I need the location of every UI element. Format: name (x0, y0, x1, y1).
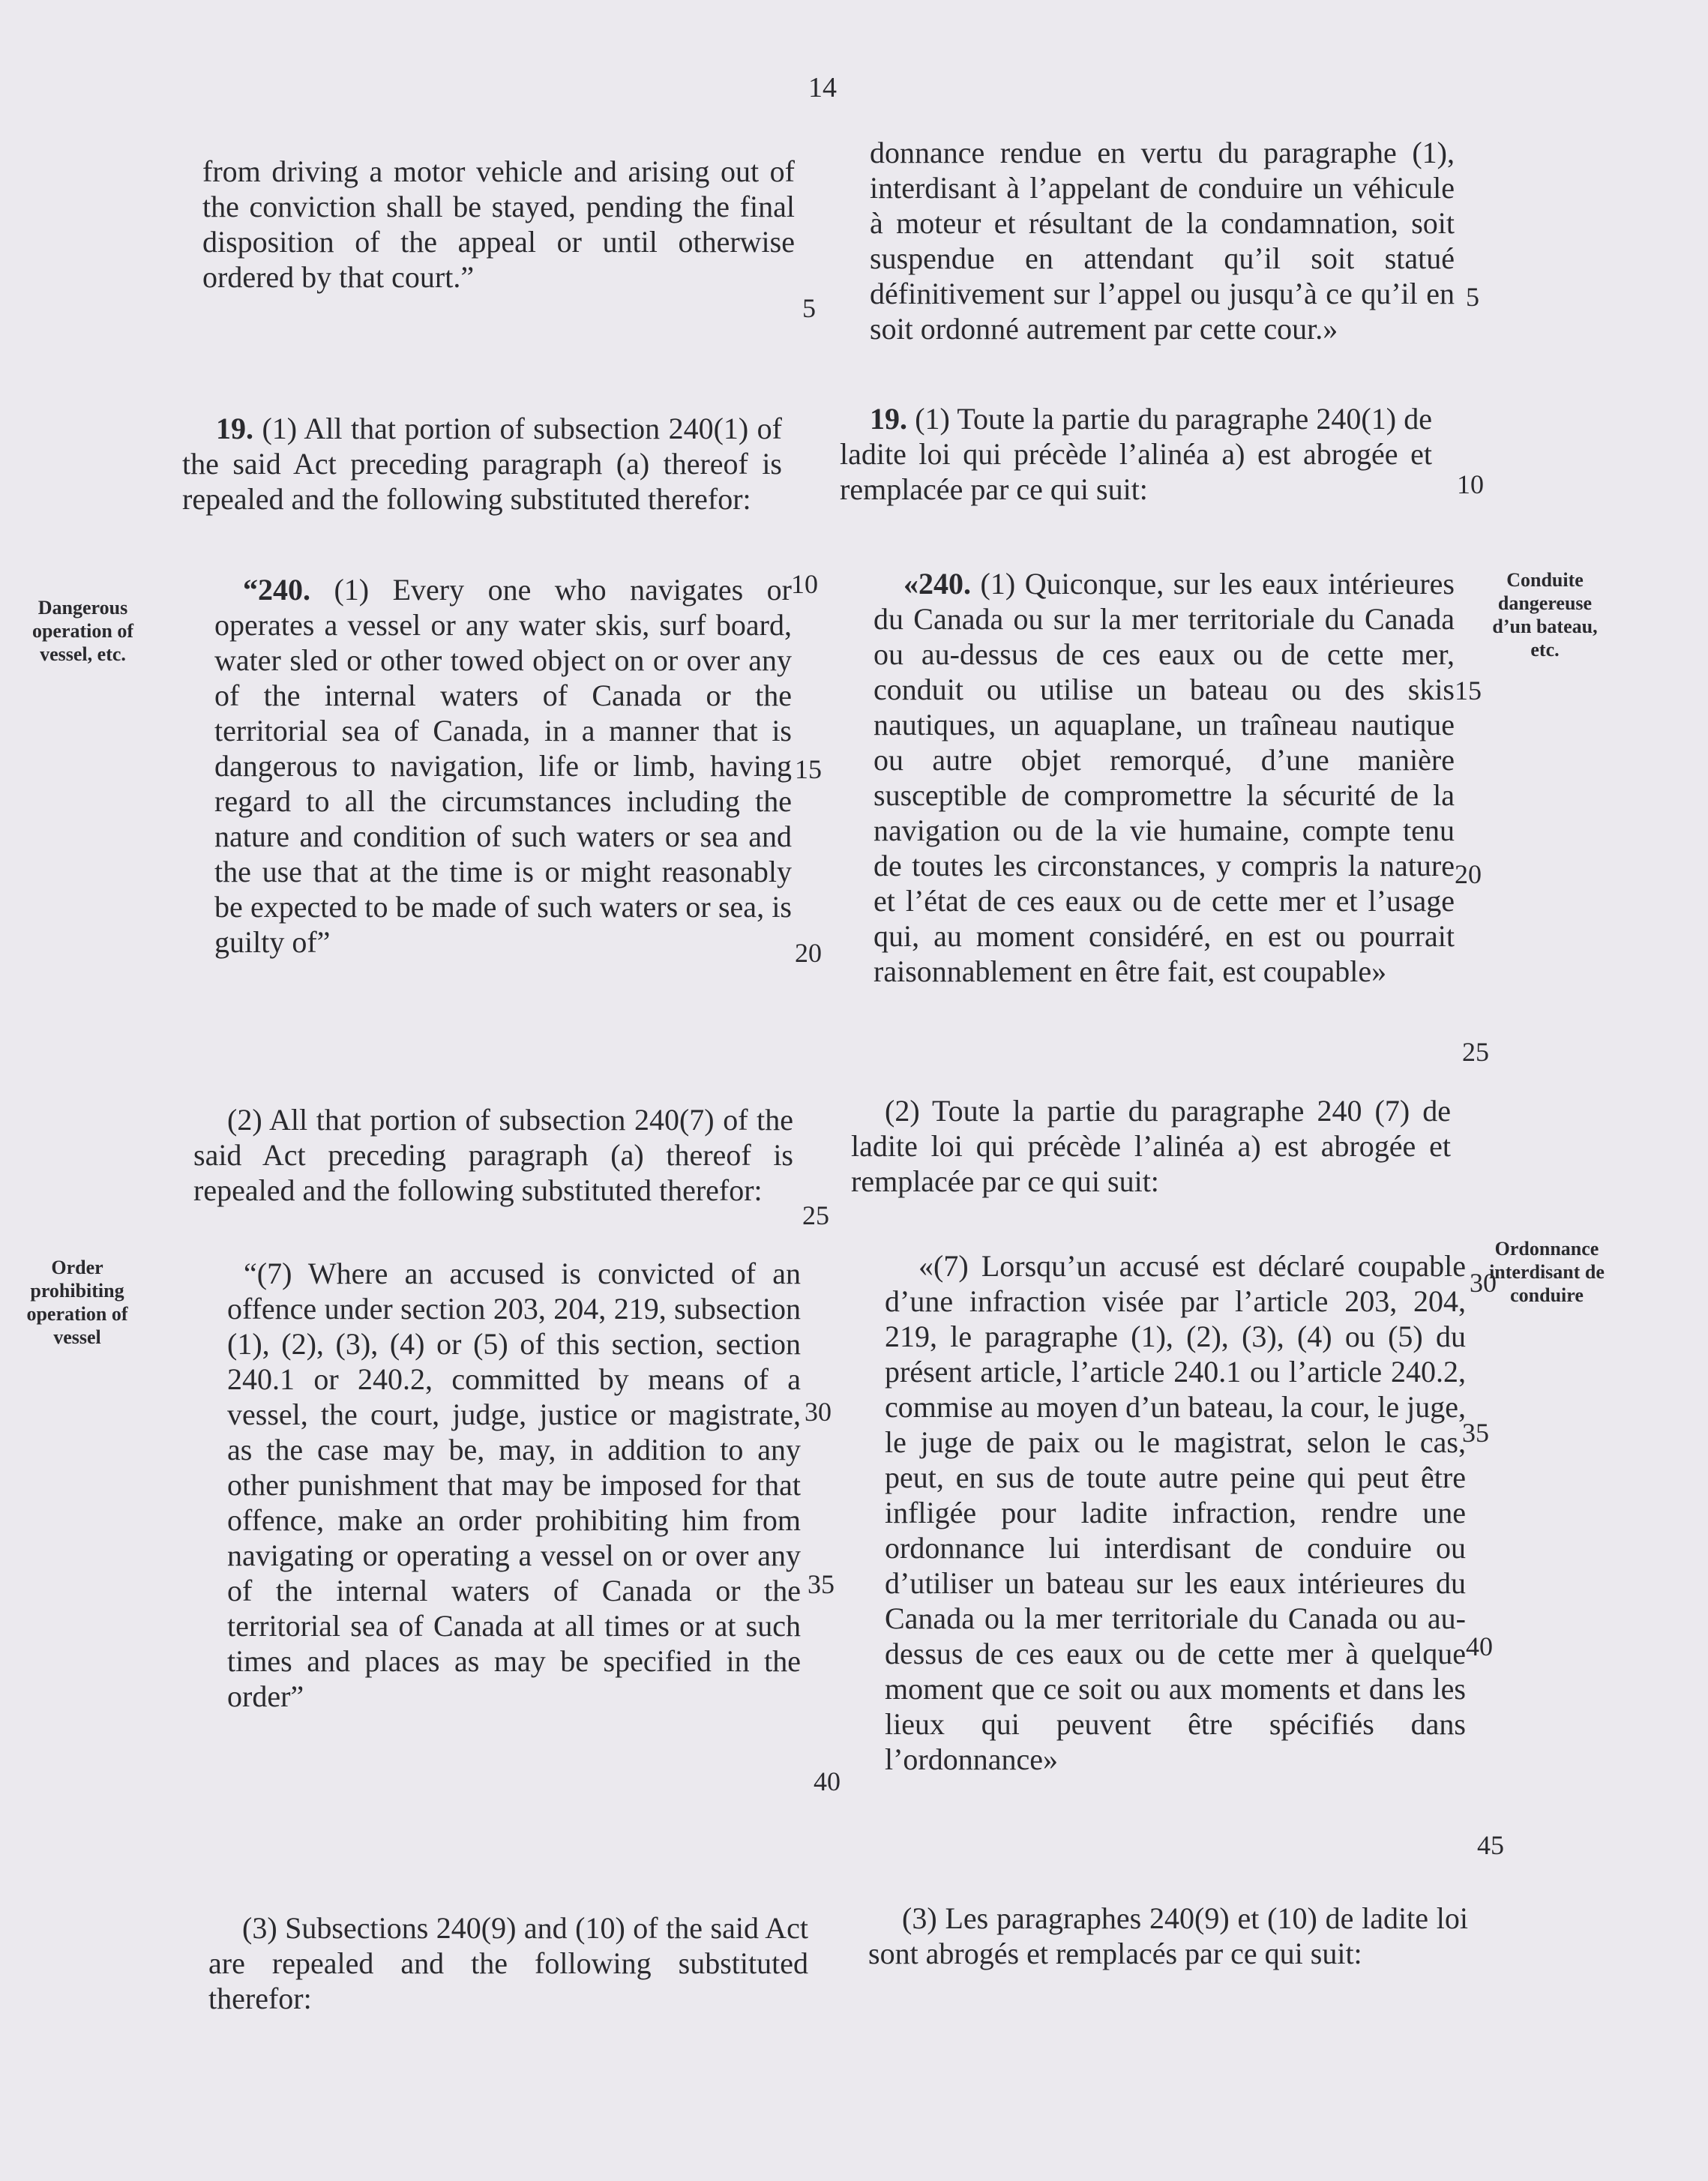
fr-240-1-text: (1) Quiconque, sur les eaux intérieures du Canada ou sur la mer territoriale du Canada ou au-dessus de ces eaux ou de cette mer, conduit ou utilise un bateau ou des skis nautiques, un aquaplane, un traîneau nautique ou autre objet remorqué, d’une manière susceptible de compromettre la sécurité de la navigation ou de la vie humaine, compte tenu de toutes les circonstances, y compris la nature et l’état de ces eaux ou de cette mer et l’usage qui, au moment considéré, en est ou pourrait raisonnablement en être fait, est coupable» (873, 567, 1455, 988)
english-column (202, 154, 795, 334)
fr-section-19-2-text: (2) Toute la partie du paragraphe 240 (7) de ladite loi qui précède l’alinéa a) est abrogée et remplacée par ce qui suit: (851, 1094, 1451, 1198)
en-line-number: 20 (795, 938, 822, 968)
en-line-number: 15 (795, 754, 822, 784)
fr-line-number: 15 (1455, 676, 1482, 706)
en-240-7-text: “(7) Where an accused is convicted of an offence under section 203, 204, 219, subsection (1), (2), (3), (4) or (5) of this section, section 240.1 or 240.2, committed by means of a vessel, the court, judge, justice or magistrate, as the case may be, may, in addition to any other punishment that may be imposed for that offence, make an order prohibiting him from navigating or operating a vessel on or over any of the internal waters of Canada or the territorial sea of Canada at all times or at such times and places as may be specified in the order” (227, 1257, 801, 1713)
margin-note-dangerous: Dangerous operation of vessel, etc. (31, 597, 134, 665)
en-240-number: “240. (243, 573, 310, 607)
fr-section-19-1-text: (1) Toute la partie du paragraphe 240(1) de ladite loi qui précède l’alinéa a) est abrogée et remplacée par ce qui suit: (840, 402, 1432, 506)
fr-section-240-7 (885, 1248, 1466, 1777)
en-section-19-1 (182, 411, 782, 517)
fr-section-19-2 (851, 1093, 1451, 1199)
fr-line-number: 20 (1455, 859, 1482, 889)
en-section-19-2-text: (2) All that portion of subsection 240(7) of the said Act preceding paragraph (a) thereof is repealed and the following substituted therefor: (193, 1103, 793, 1207)
fr-section-19-1 (840, 401, 1432, 507)
fr-continued-paragraph: donnance rendue en vertu du paragraphe (1), interdisant à l’appelant de conduire un véhicule à moteur et résultant de la condamnation, soit suspendue en attendant qu’il soit statué définitivement sur l’appel ou jusqu’à ce qu’il en soit ordonné autrement par cette cour.» (870, 136, 1455, 346)
en-section-240-1 (214, 572, 792, 960)
fr-line-number: 35 (1462, 1418, 1489, 1448)
en-line-number: 35 (808, 1569, 835, 1599)
en-section-19-3-text: (3) Subsections 240(9) and (10) of the said Act are repealed and the following substituted therefor: (208, 1911, 808, 2015)
en-240-1-text: (1) Every one who navigates or operates a vessel or any water skis, surf board, water sled or other towed object on or over any of the internal waters of Canada or the territorial sea of Canada, in a manner that is dangerous to navigation, life or limb, having regard to all the circumstances including the nature and condition of such waters or sea and the use that at the time is or might reasonably be expected to be made of such waters or sea, is guilty of” (214, 573, 793, 959)
en-section-number: 19. (216, 412, 253, 445)
en-section-19-3 (208, 1910, 808, 2016)
fr-section-19-3-text: (3) Les paragraphes 240(9) et (10) de ladite loi sont abrogés et remplacés par ce qui suit: (868, 1901, 1468, 1970)
fr-line-number: 25 (1462, 1037, 1489, 1067)
margin-note-order: Order prohibiting operation of vessel (26, 1257, 128, 1348)
fr-line-number: 40 (1466, 1631, 1493, 1661)
margin-note-conduite: Conduite dangereuse d’un bateau, etc. (1492, 569, 1598, 661)
fr-line-number: 30 (1470, 1268, 1497, 1298)
en-line-number: 5 (802, 293, 816, 323)
fr-line-number: 5 (1466, 282, 1479, 312)
en-line-number: 25 (802, 1200, 829, 1230)
en-line-number: 30 (805, 1397, 832, 1427)
en-continued-paragraph: from driving a motor vehicle and arising out of the conviction shall be stayed, pending the final disposition of the appeal or until otherwise ordered by that court.” (202, 154, 795, 294)
en-section-19-1-text: (1) All that portion of subsection 240(1) of the said Act preceding paragraph (a) thereof is repealed and the following substituted therefor: (182, 412, 783, 516)
fr-line-number: 45 (1477, 1830, 1504, 1860)
fr-section-19-3 (868, 1901, 1468, 1971)
en-line-number: 40 (814, 1766, 841, 1796)
en-section-19-2 (193, 1102, 793, 1208)
fr-240-7-text: «(7) Lorsqu’un accusé est déclaré coupable d’une infraction visée par l’article 203, 204, 219, le paragraphe (1), (2), (3), (4) ou (5) du présent article, l’article 240.1 ou l’article 240.2, commise au moyen d’un bateau, la cour, le juge, le juge de paix ou le magistrat, selon le cas, peut, en sus de toute autre peine qui peut être infligée pour ladite infraction, rendre une ordonnance lui interdisant de conduire ou d’utiliser un bateau sur les eaux intérieures du Canada ou la mer territoriale du Canada ou au-dessus de ces eaux ou de cette mer à quelque moment que ce soit ou aux moments et dans les lieux qui peuvent être spécifiés dans l’ordonnance» (885, 1249, 1466, 1776)
margin-note-ordonnance: Ordonnance interdisant de conduire (1489, 1238, 1605, 1306)
en-line-number: 10 (791, 569, 818, 599)
french-column (870, 135, 1455, 346)
fr-section-number: 19. (870, 402, 907, 436)
en-section-240-7 (227, 1256, 801, 1714)
fr-line-number: 10 (1457, 469, 1484, 499)
page-number: 14 (808, 72, 837, 103)
fr-240-number: «240. (903, 567, 971, 601)
fr-section-240-1 (873, 566, 1455, 989)
